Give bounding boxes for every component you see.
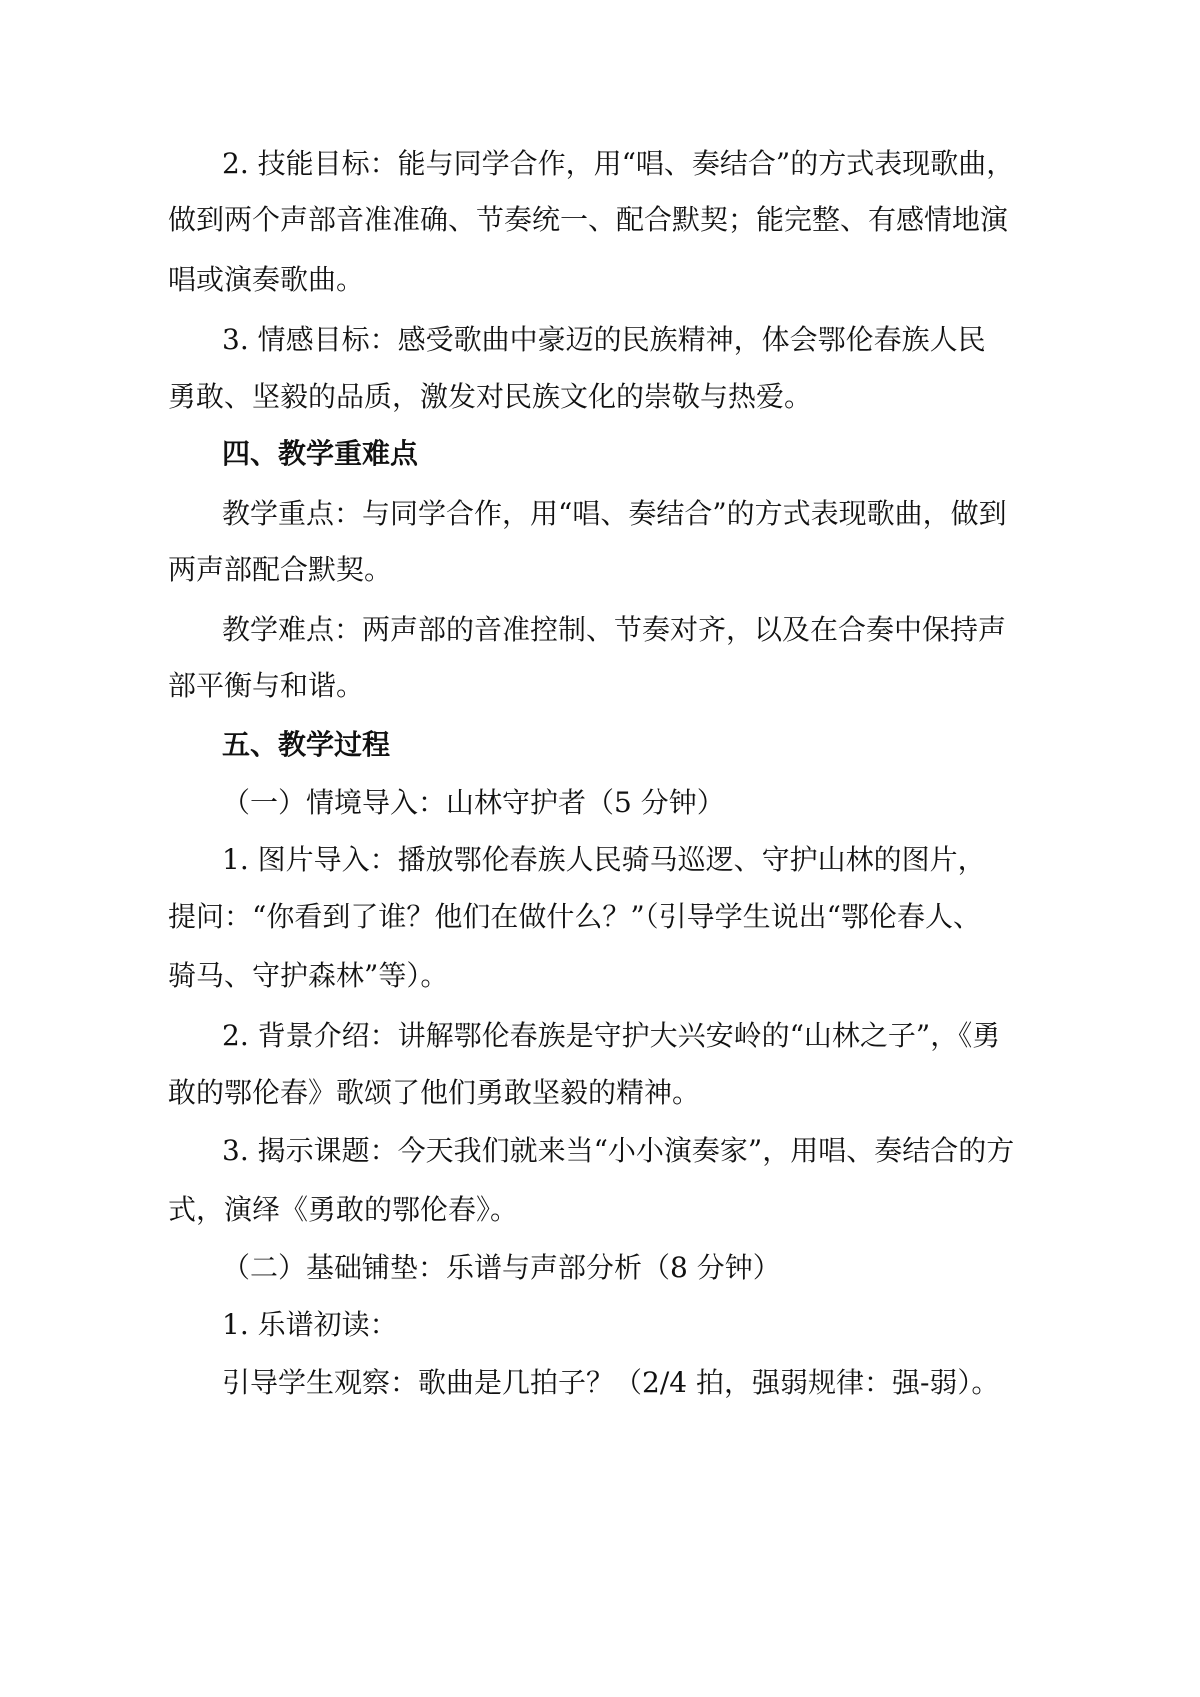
- paragraph-line: 3. 揭示课题：今天我们就来当“小小演奏家”，用唱、奏结合的方: [222, 1134, 1015, 1167]
- subsection-title: （一）情境导入：山林守护者（5 分钟）: [222, 786, 725, 819]
- paragraph-line: 教学难点：两声部的音准控制、节奏对齐，以及在合奏中保持声: [222, 613, 1007, 646]
- paragraph-line: 做到两个声部音准准确、节奏统一、配合默契；能完整、有感情地演: [168, 203, 1009, 236]
- paragraph-line: 部平衡与和谐。: [168, 669, 365, 702]
- paragraph-line: 引导学生观察：歌曲是几拍子？（2/4 拍，强弱规律：强-弱）。: [222, 1366, 1000, 1399]
- paragraph-line: 1. 图片导入：播放鄂伦春族人民骑马巡逻、守护山林的图片，: [222, 843, 986, 876]
- paragraph-line: 唱或演奏歌曲。: [168, 263, 365, 296]
- section-heading: 五、教学过程: [222, 728, 391, 761]
- paragraph-line: 骑马、守护森林”等）。: [168, 959, 449, 992]
- paragraph-line: 两声部配合默契。: [168, 553, 393, 586]
- paragraph-line: 提问：“你看到了谁？他们在做什么？”（引导学生说出“鄂伦春人、: [168, 900, 981, 933]
- paragraph-line: 式，演绎《勇敢的鄂伦春》。: [168, 1193, 519, 1226]
- paragraph-line: 敢的鄂伦春》歌颂了他们勇敢坚毅的精神。: [168, 1076, 701, 1109]
- paragraph-line: 2. 背景介绍：讲解鄂伦春族是守护大兴安岭的“山林之子”，《勇: [222, 1019, 1001, 1052]
- paragraph-line: 勇敢、坚毅的品质，激发对民族文化的崇敬与热爱。: [168, 380, 813, 413]
- paragraph-line: 教学重点：与同学合作，用“唱、奏结合”的方式表现歌曲，做到: [222, 497, 1007, 530]
- subsection-title: （二）基础铺垫：乐谱与声部分析（8 分钟）: [222, 1251, 781, 1284]
- section-heading: 四、教学重难点: [222, 437, 419, 470]
- paragraph-line: 3. 情感目标：感受歌曲中豪迈的民族精神，体会鄂伦春族人民: [222, 323, 986, 356]
- paragraph-line: 2. 技能目标：能与同学合作，用“唱、奏结合”的方式表现歌曲，: [222, 147, 1015, 180]
- paragraph-line: 1. 乐谱初读：: [222, 1308, 398, 1341]
